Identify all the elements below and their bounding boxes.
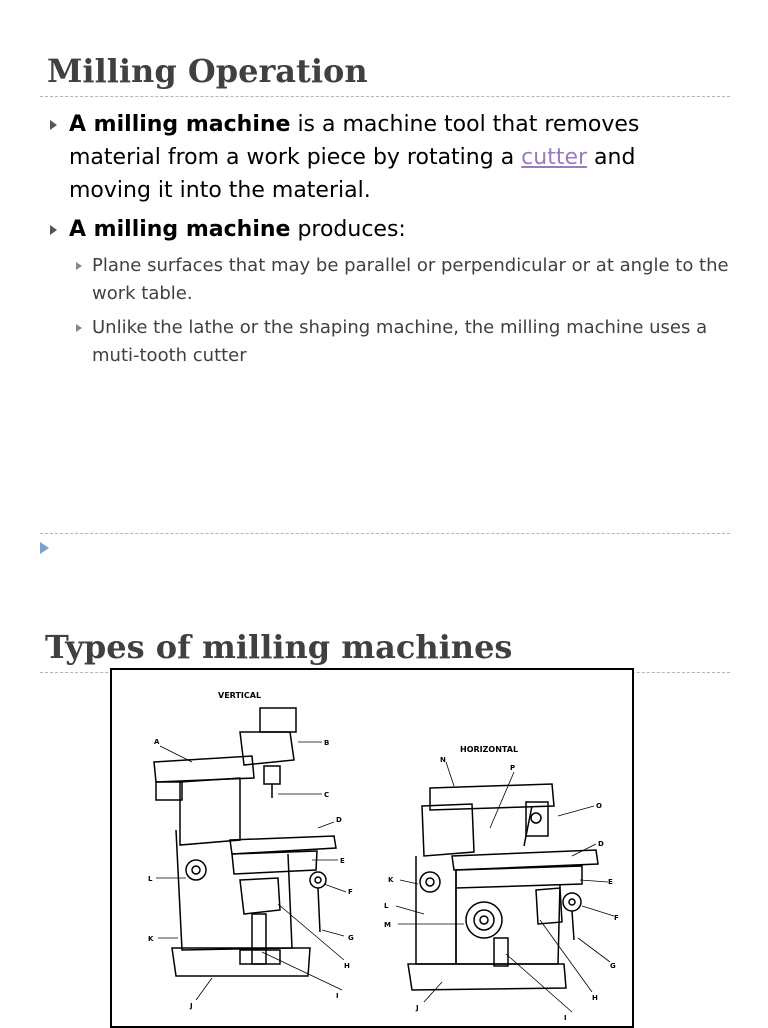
bullet-milling-definition xyxy=(50,108,740,207)
part-label: M xyxy=(384,921,391,929)
slide-title: Milling Operation xyxy=(47,52,368,90)
vertical-base-shape xyxy=(172,948,310,976)
empty-bullet-arrow-icon xyxy=(40,542,49,554)
bullet-arrow-icon xyxy=(50,225,57,235)
part-label: F xyxy=(614,914,619,922)
sub-bullet-plane-surfaces xyxy=(76,252,736,308)
vertical-column-shape xyxy=(180,778,240,845)
part-label: F xyxy=(348,888,353,896)
part-label: K xyxy=(388,876,394,884)
slide-separator xyxy=(40,533,730,534)
part-label: D xyxy=(598,840,604,848)
part-label: N xyxy=(440,756,446,764)
part-label: H xyxy=(592,994,598,1002)
part-label: G xyxy=(348,934,354,942)
part-label: H xyxy=(344,962,350,970)
part-label: B xyxy=(324,739,330,747)
sub-bullet-arrow-icon xyxy=(76,262,82,270)
part-label: C xyxy=(324,791,330,799)
part-label: O xyxy=(596,802,602,810)
sub-bullet-text: Plane surfaces that may be parallel or perpendicular or at angle to the work table. xyxy=(92,255,729,304)
bullet-text: produces: xyxy=(290,217,406,242)
vertical-head-shape xyxy=(240,732,294,765)
bullet-arrow-icon xyxy=(50,120,57,130)
part-label: P xyxy=(510,764,516,772)
horizontal-overarm-shape xyxy=(430,784,554,810)
title-divider xyxy=(40,96,730,97)
vertical-motor-shape xyxy=(260,708,296,732)
part-label: I xyxy=(336,992,339,1000)
part-label: J xyxy=(190,1002,193,1010)
milling-machines-figure xyxy=(110,668,634,1028)
horizontal-table-shape xyxy=(452,850,598,870)
part-label: L xyxy=(384,902,389,910)
part-label: E xyxy=(608,878,613,886)
bullet-text: is a machine tool that removes material from a work piece by rotating a xyxy=(69,112,640,170)
vertical-table-shape xyxy=(230,836,336,854)
part-label: E xyxy=(340,857,345,865)
milling-machines-drawing xyxy=(112,670,632,1026)
sub-bullet-arrow-icon xyxy=(76,324,82,332)
horizontal-label: HORIZONTAL xyxy=(460,745,519,754)
slide2-title: Types of milling machines xyxy=(45,628,513,666)
part-label: K xyxy=(148,935,154,943)
part-label: A xyxy=(154,738,160,746)
part-label: L xyxy=(148,875,153,883)
bullet-produces xyxy=(50,213,740,246)
vertical-label: VERTICAL xyxy=(218,691,262,700)
sub-bullet-multi-tooth xyxy=(76,314,736,370)
part-label: D xyxy=(336,816,342,824)
bullet-text: and moving it into the material. xyxy=(69,145,636,203)
part-label: J xyxy=(416,1004,419,1012)
part-label: G xyxy=(610,962,616,970)
sub-bullet-text: Unlike the lathe or the shaping machine, the milling machine uses a muti-tooth cutter xyxy=(92,317,708,366)
cutter-link[interactable]: cutter xyxy=(521,145,588,170)
bullet-bold: A milling machine xyxy=(69,217,291,242)
part-label: I xyxy=(564,1014,567,1022)
bullet-bold: A milling machine xyxy=(69,112,291,137)
